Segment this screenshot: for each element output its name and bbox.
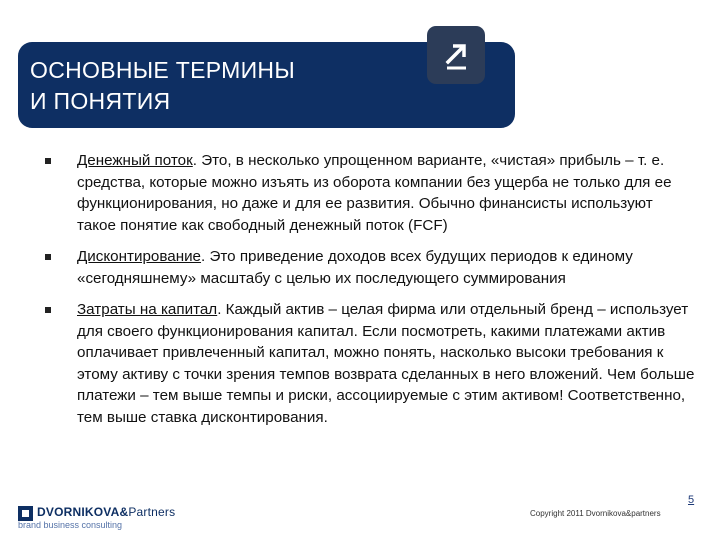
slide-title-line-1: ОСНОВНЫЕ ТЕРМИНЫ [30, 57, 295, 83]
logo-mark-icon [18, 506, 33, 521]
term-list [45, 150, 695, 438]
bullet-icon [45, 158, 51, 164]
logo-name-partners: Partners [128, 505, 176, 519]
bullet-icon [45, 307, 51, 313]
logo-tagline: brand business consulting [18, 520, 123, 530]
logo-name [37, 505, 175, 519]
company-logo [18, 506, 218, 532]
slide-title [30, 55, 390, 117]
term-title: Затраты на капитал [77, 301, 218, 318]
external-link-arrow-glyph [427, 26, 485, 84]
external-link-arrow-icon[interactable] [427, 26, 485, 84]
page-number[interactable]: 5 [688, 494, 695, 506]
term-item [45, 299, 695, 428]
copyright-text: Copyright 2011 Dvornikova&partners [530, 509, 661, 518]
logo-name-main: DVORNIKOVA& [37, 505, 129, 519]
term-description: . Каждый актив – целая фирма или отдельный бренд – использует для своего функционирования капитал. Если посмотреть, какими платежами актив оплачивает привлеченный капитал, можно понять, насколько высоки требования к этому активу с точки зрения темпов возврата сделанных в него вложений. Чем больше платежи – тем выше темпы и риски, ассоциируемые с этим активом! Соответственно, тем выше ставка дисконтирования. [77, 301, 695, 426]
term-title: Денежный поток [77, 152, 193, 169]
term-item [45, 246, 695, 289]
term-description: . Это, в несколько упрощенном варианте, «чистая» прибыль – т. е. средства, которые можно изъять из оборота компании без ущерба не только для ее функционирования, но даже и для ее развития. Обычно финансисты используют такое понятие как свободный денежный поток (FCF) [77, 152, 672, 234]
term-description: . Это приведение доходов всех будущих периодов к единому «сегодняшнему» масштабу с целью их последующего суммирования [77, 248, 633, 287]
slide-title-line-2: И ПОНЯТИЯ [30, 88, 171, 114]
term-title: Дисконтирование [77, 248, 202, 265]
term-item [45, 150, 695, 236]
bullet-icon [45, 254, 51, 260]
